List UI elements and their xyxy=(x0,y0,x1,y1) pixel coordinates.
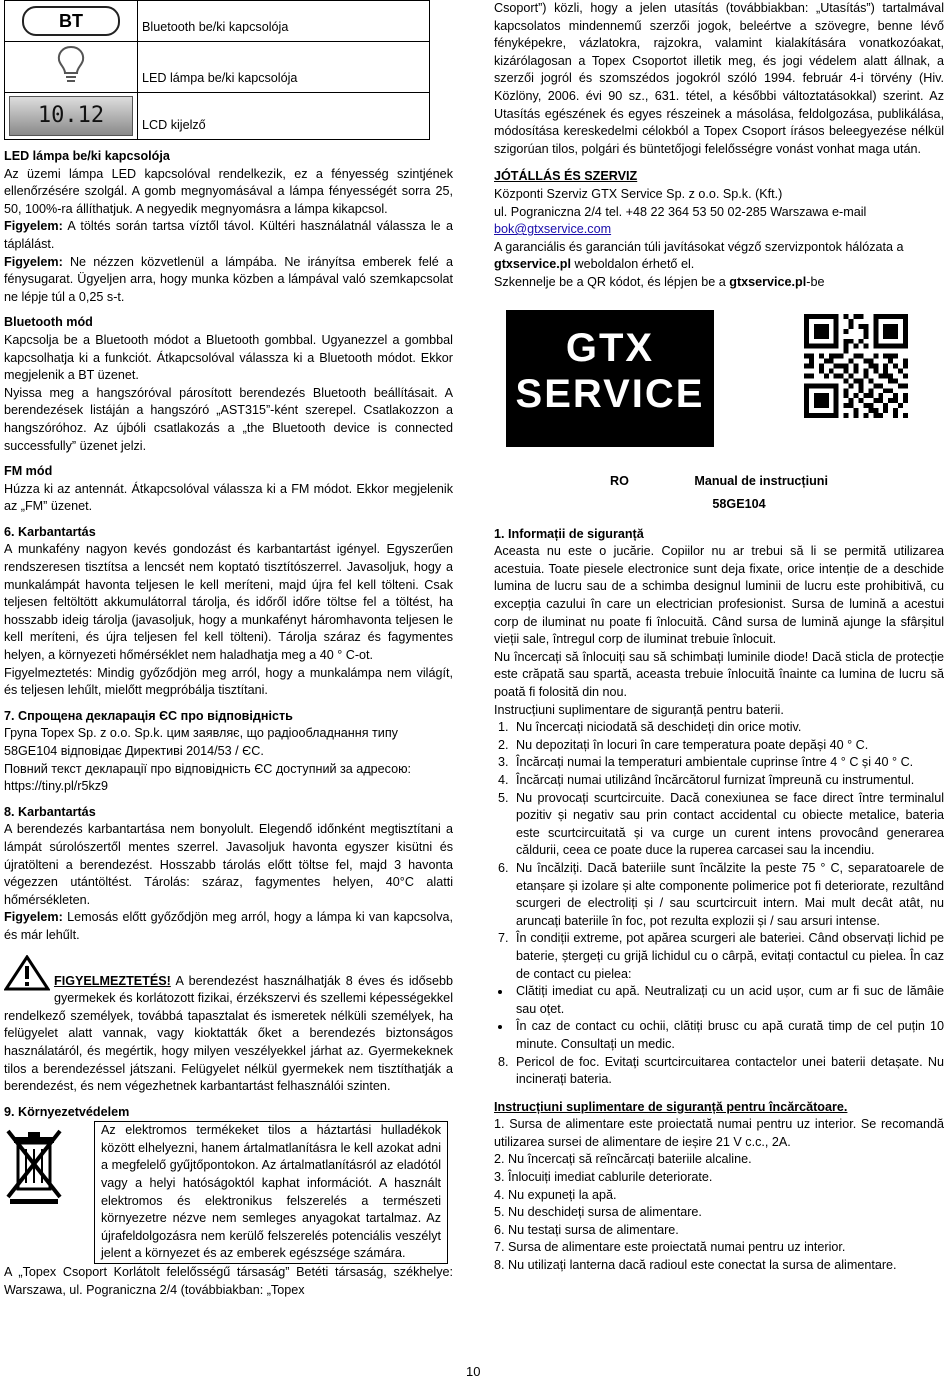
warning-block xyxy=(4,955,453,1096)
qr-code-icon[interactable] xyxy=(804,314,908,418)
fm-text: Húzza ki az antennát. Átkapcsolóval válassza ki a FM módot. Ekkor megjelenik az „FM” üzenet. xyxy=(4,481,453,514)
led-text: Az üzemi lámpa LED kapcsolóval rendelkezik, ez a fényesség szintjének ellenőrzésére szolgál. A gomb megnyomásával a lámpa fényességét sorra 25, 50, 100%-ra állíthatjuk. A negyedik megnyomásra a lámpa kikapcsol. xyxy=(4,166,453,216)
list-item: 4. Nu expuneți la apă. xyxy=(494,1187,617,1202)
page-number: 10 xyxy=(466,1364,481,1379)
ro-header xyxy=(494,473,944,491)
led-warning-2: Figyelem: Ne nézzen közvetlenül a lámpába. Ne irányítsa emberek felé a fénysugarat. Ügyeljen arra, hogy munka közben a lámpával való szemkapcsolat ne lépje túl a 0,25 s-t. xyxy=(4,254,453,304)
led-switch-cell xyxy=(5,42,138,93)
list-item: 2. Nu încercați să reîncărcați bateriile alcaline. xyxy=(494,1152,752,1167)
crossed-bin-icon xyxy=(4,1127,64,1205)
lcd-cell xyxy=(5,93,138,140)
list-item: 3. Încărcați numai la temperaturi ambientale cuprinse între 4 ° C și 40 ° C. xyxy=(512,754,944,772)
ro-text-2: Nu încercați să înlocuiți sau să schimbați luminile diode! Dacă sticla de protecție este crăpată sau spartă, aceasta trebuie înlocuită înainte ca lumina de lucru să poată fi folosită din nou. xyxy=(494,649,944,700)
service-name: Központi Szerviz GTX Service Sp. z o.o. Sp.k. (Kft.) xyxy=(494,186,783,201)
control-label: LCD kijelző xyxy=(138,93,430,140)
ro-model: 58GE104 xyxy=(712,497,766,512)
ro-title: Manual de instrucțiuni xyxy=(694,473,829,488)
ro-battery-list xyxy=(494,719,944,983)
bluetooth-button-icon: BT xyxy=(22,6,120,36)
service-network: A garanciális és garancián túli javításokat végző szervizpontok hálózata a gtxservice.pl weboldalon érhető el. xyxy=(494,239,904,272)
right-column xyxy=(494,0,944,1275)
controls-table xyxy=(4,0,430,140)
ro-text-1: Aceasta nu este o jucărie. Copiilor nu ar trebui să li se permită utilizarea acestuia. Toate piesele electronice sunt deja fixate, orice intenție de a deschide lumina de lucru sau de a schimba designul luminii de lucru este prohibitivă, cu excepția cazului în care un electrician profesionist. Sursa de lumină a acestui corp de iluminat nu poate fi înlocuită. Când sursa de lumină ajunge la sfârșitul vieții sale, întregul corp de iluminat trebuie înlocuit. xyxy=(494,544,944,647)
ro-code: RO xyxy=(609,473,629,488)
warning-text: FIGYELMEZTETÉS! A berendezést használhatják 8 éves és idősebb gyermekek és korlátozott fizikai, érzékszervi és szellemi képességekkel rendelkező személyek, továbbá tapasztalat és ismeretek nélküli személyek, ha felügyelet alatt vannak, vagy kioktatták őket a berendezés biztonságos használatáról, és megértik, hogy milyen veszélyekkel járhat az. Gyermekeknek tilos a berendezéssel játszani. Felügyelet nélkül gyermekek nem tisztíthatják a berendezést, és nem végezhetnek karbantartást felhasználói szinten. xyxy=(4,973,453,1094)
led-title: LED lámpa be/ki kapcsolója xyxy=(4,149,170,163)
section-8-title: 8. Karbantartás xyxy=(4,804,96,819)
list-item: 3. Înlocuiți imediat cablurile deteriorate. xyxy=(494,1170,713,1185)
list-item: 7. În condiții extreme, pot apărea scurgeri ale bateriei. Când observați lichid pe baterie, ștergeți cu grijă lichidul cu o cârpă, evitați contactul cu pielea. În caz de contact cu pielea: xyxy=(512,930,944,983)
service-address: ul. Pograniczna 2/4 tel. +48 22 364 53 50 02-285 Warszawa e-mail xyxy=(494,204,867,219)
ro-battery-list-cont xyxy=(494,1054,944,1089)
control-row xyxy=(5,1,430,42)
bin-cell xyxy=(4,1121,94,1211)
section-7-text-1: Група Topex Sp. z o.o. Sp.k. цим заявляє, що радіообладнання типу 58GE104 відповідає Директиві 2014/53 / ЄС. xyxy=(4,726,398,758)
section-6-text: A munkafény nagyon kevés gondozást és karbantartást igényel. Egyszerűen rendszeresen tisztítsa a lencsét nem koptató tisztítószerrel. Javasoljuk, hogy a munkalámpát havonta teljesen le kell meríteni, majd újra fel kell tölteni. Csak teljesen feltöltött akkumulátorral tárolja, és időről időre töltse fel a töltést, ha hosszabb ideig tárolja (javasoljuk, hogy a munkafényt háromhavonta teljesen le kell meríteni, és újra teljesen fel kell tölteni). Tárolja száraz és fagymentes helyen, a környezeti hőmérséklet nem haladhatja meg a 40 ° C-ot. xyxy=(4,542,453,663)
control-label: LED lámpa be/ki kapcsolója xyxy=(138,42,430,93)
bt-text-1: Kapcsolja be a Bluetooth módot a Bluetooth gombbal. Ugyanezzel a gombbal kapcsolhatja ki a funkciót. Átkapcsolóval válassza ki a Bluetooth módot. Ekkor megjelenik a BT üzenet. xyxy=(4,332,453,383)
control-label: Bluetooth be/ki kapcsolója xyxy=(138,1,430,42)
section-6-warning: Figyelmeztetés: Mindig győződjön meg arról, hogy a munkalámpa nem világít, és teljesen lehűlt, mielőtt megpróbálja tisztítani. xyxy=(4,665,453,698)
lcd-display-icon: 10.12 xyxy=(9,96,133,136)
section-9-title: 9. Környezetvédelem xyxy=(4,1104,130,1119)
fm-title: FM mód xyxy=(4,464,53,479)
list-item: 6. Nu încălziți. Dacă bateriile sunt încălzite la peste 75 ° C, separatoarele de etanșare și izolare și alte componente polimerice pot fi deteriorate, rezultând scurgeri de electroliți și / sau scurtcircuit intern. Mai mult decât atât, nu aruncați bateriile în foc, pot rezulta explozii și / sau arsuri intense. xyxy=(512,860,944,930)
list-item: 8. Pericol de foc. Evitați scurtcircuitarea contactelor unei baterii detașate. Nu incinerați bateria. xyxy=(512,1054,944,1089)
list-item: • Clătiți imediat cu apă. Neutralizați cu un acid ușor, cum ar fi suc de lămâie sau oțet. xyxy=(512,983,944,1018)
warning-triangle-icon xyxy=(4,955,50,991)
recycle-block xyxy=(4,1121,453,1264)
bt-switch-cell xyxy=(5,1,138,42)
section-9-tail: A „Topex Csoport Korlátolt felelősségű társaság” Betéti társaság, székhelye: Warszawa, ul. Pograniczna 2/4 (továbbiakban: „Topex xyxy=(4,1265,453,1297)
list-item: 4. Încărcați numai utilizând încărcătorul furnizat împreună cu instrumentul. xyxy=(512,772,944,790)
control-row xyxy=(5,42,430,93)
service-email-link[interactable]: bok@gtxservice.com xyxy=(494,222,612,237)
light-bulb-icon xyxy=(54,44,88,84)
section-8-text: A berendezés karbantartása nem bonyolult. Elegendő időnként megtisztítani a lámpát súrolószertől mentes szerrel. Javasoljuk havonta egyszer kisütni és újratölteni a berendezést. Hosszabb tárolás előtt töltse fel, majd 3 havonta végezzen utántöltést. Tárolás: száraz, fagymentes helyen, 40°C alatti hőmérsékleten. xyxy=(4,822,453,907)
list-item: 1. Sursa de alimentare este proiectată numai pentru uz interior. Se recomandă utilizarea sursei de alimentare de ieșire 21 V c.c., 2A. xyxy=(494,1117,944,1149)
list-item: 5. Nu provocați scurtcircuite. Dacă conexiunea se face direct între terminalul pozitiv și negativ sau prin contact accidental cu obiecte metalice, bateria este scurtcircuitată și va curge un curent intens provocând generarea căldurii, ceea ce poate duce la ruperea carcasei sau la incendiu. xyxy=(512,790,944,860)
section-6-title: 6. Karbantartás xyxy=(4,524,96,539)
list-item: 7. Sursa de alimentare este proiectată numai pentru uz interior. xyxy=(494,1240,846,1255)
copyright-text: Csoport”) közli, hogy a jelen utasítás (továbbiakban: „Utasítás”) tartalmával kapcsolatos mindennemű szerzői jogok, beleértve a szövegre, benne lévő fényképekre, vázlatokra, rajzokra, valamint kialakítására vonatkozóakat, kizárólagosan a Topex Csoportot illetik meg, és jogi védelem alatt állnak, a szerzői jogról és szomszédos jogokról szóló 1994. február 4-i törvény (Hiv. Közlöny, 2006. évi 90 sz., 631. tétel, a későbbi változtatásokkal) szerint. Az Utasítás egészének és egyes részeinek a másolása, feldolgozása, publikálása, módosítása kereskedelmi célokból a Topex Csoport írásos beleegyezése nélkül szigorúan tilos, polgári és büntetőjogi felelősségre vonást vonhat maga után. xyxy=(494,1,944,156)
left-column xyxy=(4,0,453,1299)
list-item: 2. Nu depozitați în locuri în care temperatura poate depăși 40 ° C. xyxy=(512,737,944,755)
section-7-title: 7. Спрощена декларація ЄС про відповідність xyxy=(4,708,293,723)
warranty-title: JÓTÁLLÁS ÉS SZERVIZ xyxy=(494,169,638,184)
list-item: 5. Nu deschideți sursa de alimentare. xyxy=(494,1205,702,1220)
list-item: 6. Nu testați sursa de alimentare. xyxy=(494,1222,679,1237)
bt-text-2: Nyissa meg a hangszóróval párosított berendezés Bluetooth beállításait. A berendezések listáján a hangszóró „AST315”-ként szerepel. Csatlakozzon a hangszóróhoz. Az újbóli csatlakozás a „the Bluetooth device is connected successfully” üzenet jelzi. xyxy=(4,385,453,453)
ro-section-1-title: 1. Informații de siguranță xyxy=(494,526,644,541)
service-graphics xyxy=(494,292,944,447)
gtx-service-logo: GTX SERVICE xyxy=(506,310,714,447)
list-item: 8. Nu utilizați lanterna dacă radioul este conectat la sursa de alimentare. xyxy=(494,1258,897,1273)
list-item: 1. Nu încercați niciodată să deschideți din orice motiv. xyxy=(512,719,944,737)
ro-text-3: Instrucțiuni suplimentare de siguranță pentru baterii. xyxy=(494,702,784,717)
qr-instructions: Szkennelje be a QR kódot, és lépjen be a gtxservice.pl-be xyxy=(494,274,825,289)
control-row xyxy=(5,93,430,140)
ro-charger-title: Instrucțiuni suplimentare de siguranță pentru încărcătoare. xyxy=(494,1099,848,1114)
section-8-warning: Figyelem: Lemosás előtt győződjön meg arról, hogy a lámpa ki van kapcsolva, és már lehűlt. xyxy=(4,910,453,942)
section-7-text-2: Повний текст декларації про відповідність ЄС доступний за адресою: https://tiny.pl/r5kz9 xyxy=(4,761,412,794)
bt-title: Bluetooth mód xyxy=(4,315,93,330)
led-warning-1: Figyelem: A töltés során tartsa víztől távol. Kültéri használatnál válassza le a táplálást. xyxy=(4,219,453,251)
recycle-text: Az elektromos termékeket tilos a háztartási hulladékok között elhelyezni, hanem ártalmatlanításra le kell azokat adni a megfelelő gyűjtőpontokon. Az ártalmatlanításról az eladótól vagy a helyi hatóságoktól kaphat információt. A használt elektromos és elektronikus felszerelés a természeti környezetre nézve nem semleges anyagokat tartalmaz. Az újrafeldolgozásra nem kerülő felszerelés potenciális veszélyt jelent a környezet és az emberek egészsége számára. xyxy=(94,1121,448,1264)
ro-bullet-list xyxy=(494,983,944,1053)
ro-charger-list xyxy=(494,1116,944,1274)
list-item: • În caz de contact cu ochii, clătiți brusc cu apă curată timp de cel puțin 10 minute. Consultați un medic. xyxy=(512,1018,944,1053)
